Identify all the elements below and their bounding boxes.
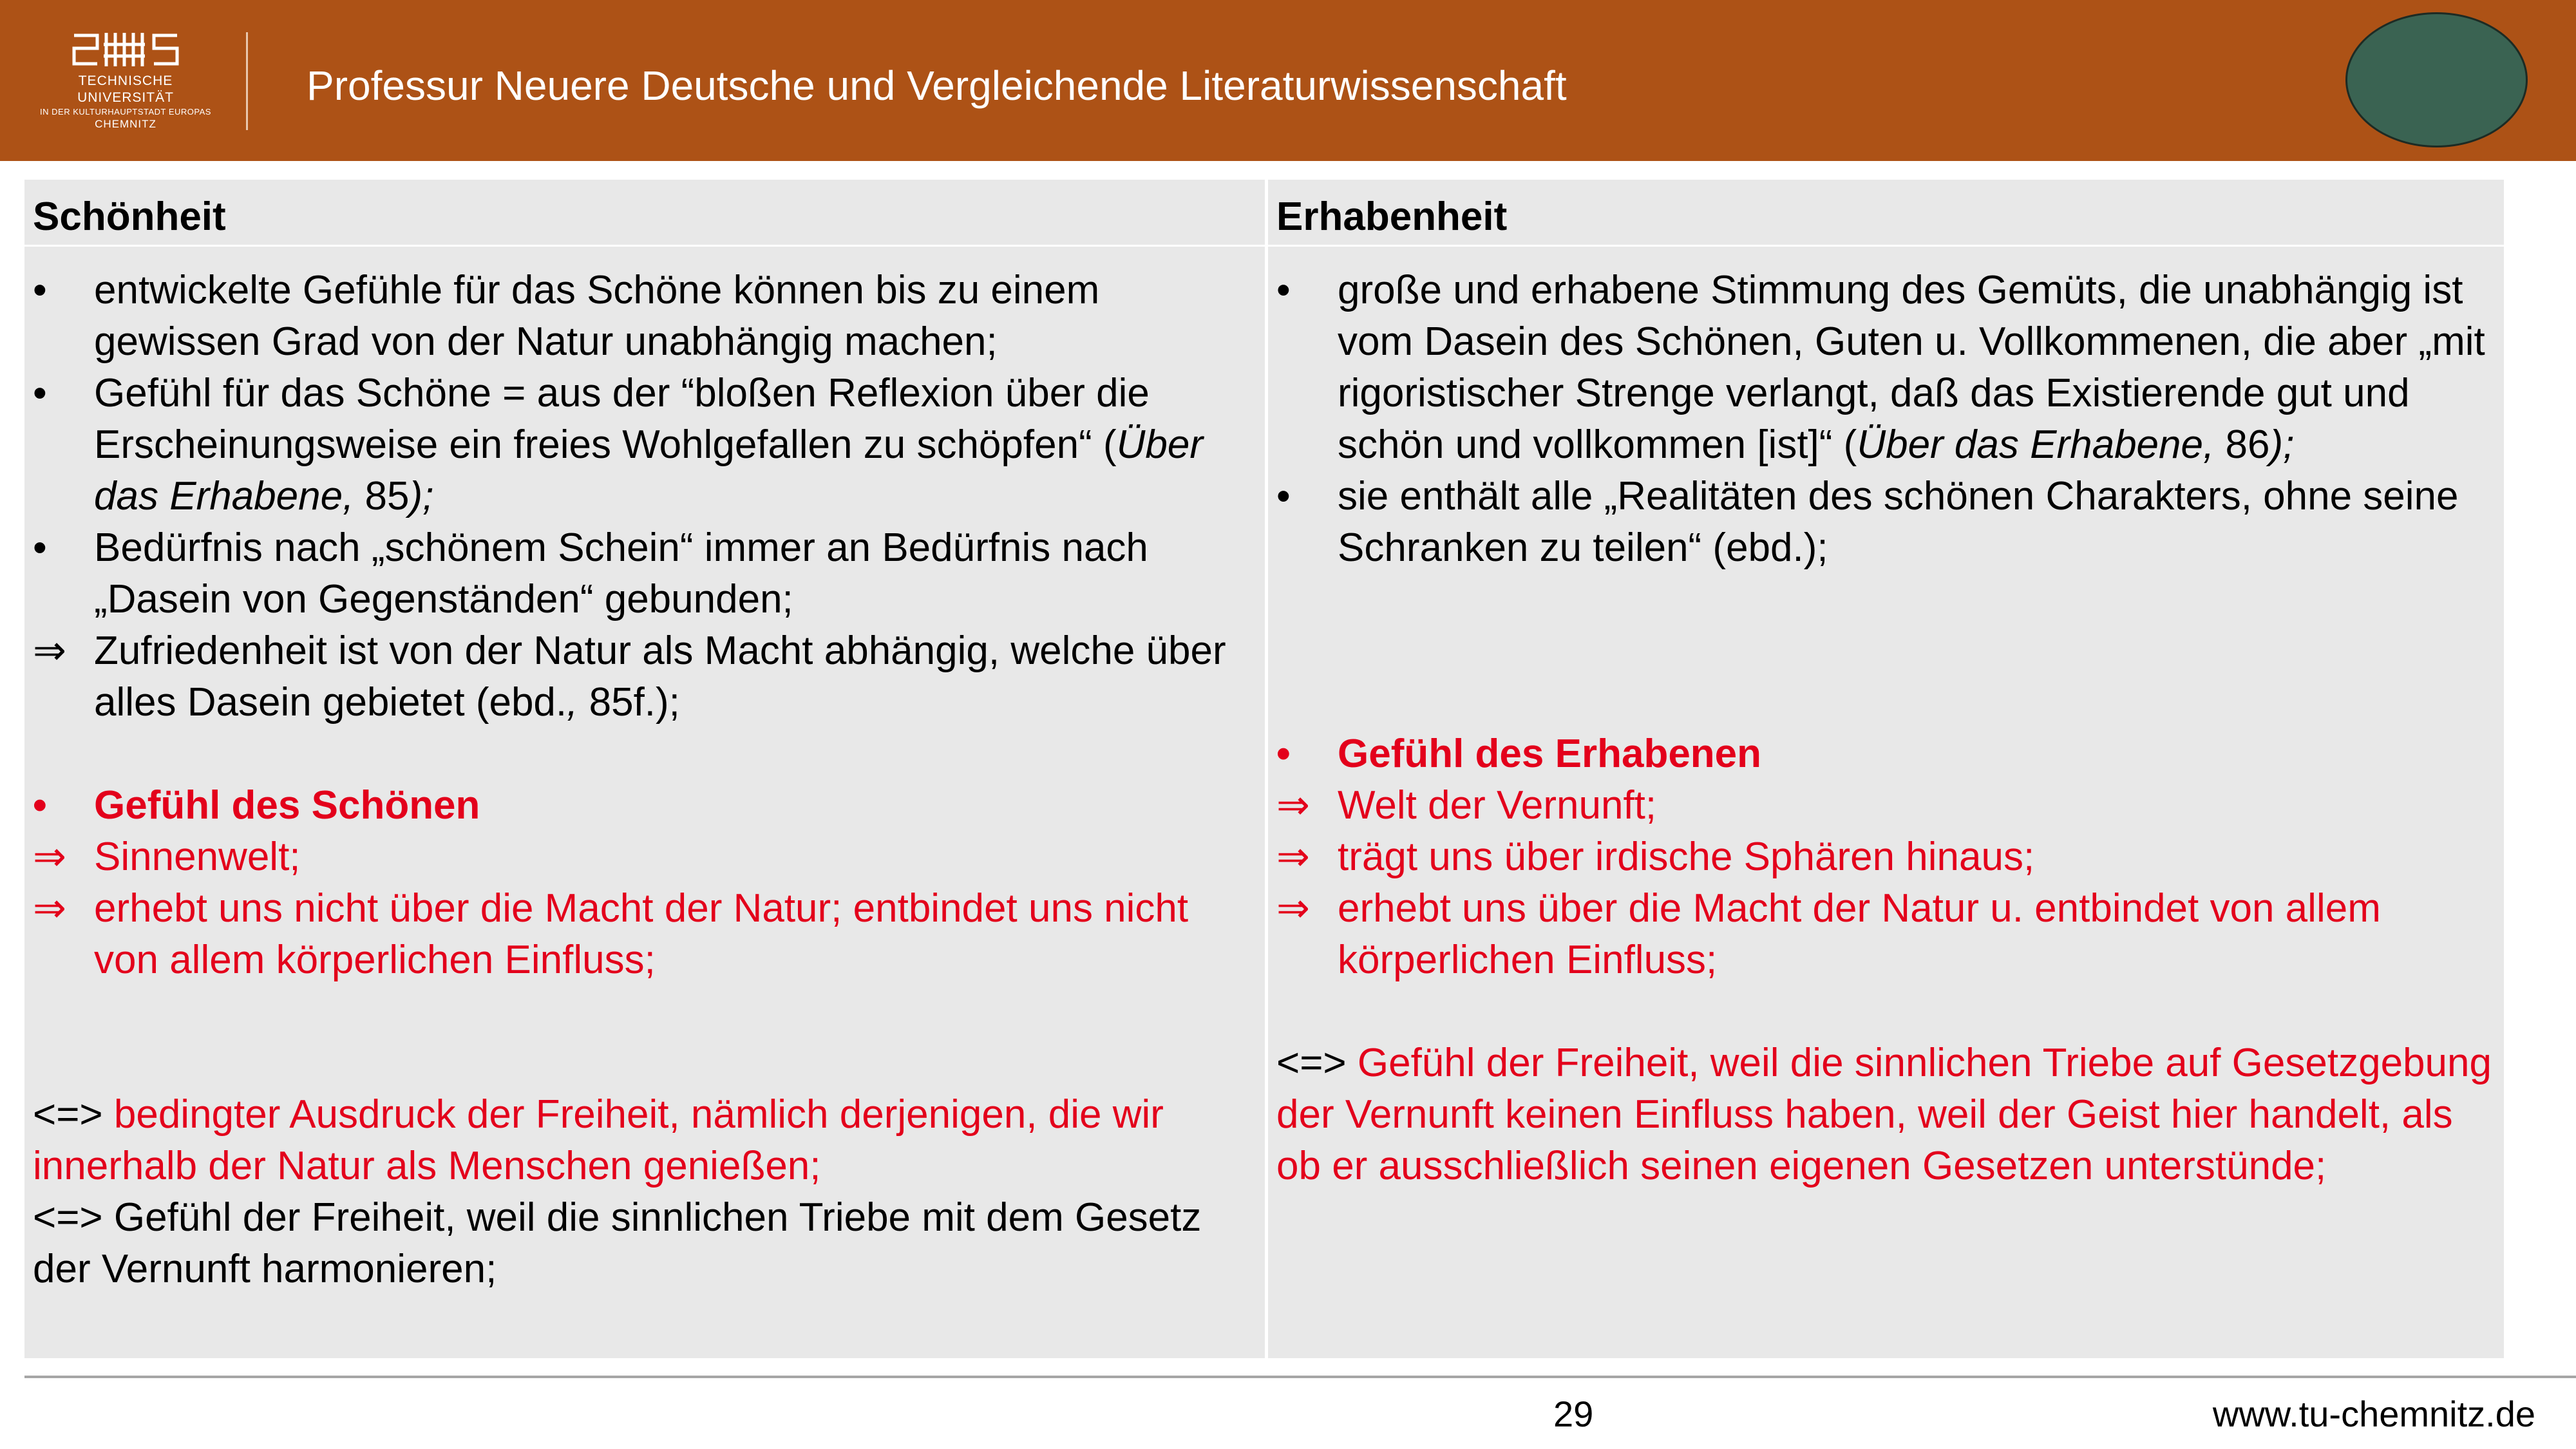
header-cell-erhabenheit (1268, 180, 2504, 247)
column-header-erhabenheit: Erhabenheit (1276, 194, 1508, 239)
implies-arrow-icon: ⇒ (33, 886, 66, 931)
comparison-table (24, 180, 2504, 1358)
list-item (1276, 883, 2496, 986)
list-item-text: Gefühl des Schönen (94, 783, 480, 828)
page-number: 29 (1553, 1394, 1594, 1434)
tu-chemnitz-logo (35, 29, 216, 138)
body-cell-schoenheit (24, 247, 1268, 1358)
list-item-text: Zufriedenheit ist von der Natur als Macht abhängig, welche über alles Dasein gebietet (ebd., 85f.); (94, 629, 1226, 724)
column-header-schoenheit: Schönheit (33, 194, 226, 239)
list-item-text: Bedürfnis nach „schönem Schein“ immer an Bedürfnis nach „Dasein von Gegenständen“ gebunden; (94, 526, 1148, 621)
implies-arrow-icon: ⇒ (33, 835, 66, 879)
footer-url: www.tu-chemnitz.de (2212, 1394, 2535, 1434)
list-item-text: entwickelte Gefühle für das Schöne können bis zu einem gewissen Grad von der Natur unabhängig machen; (94, 268, 1100, 364)
equivalence-paragraph: <=> bedingter Ausdruck der Freiheit, nämlich derjenigen, die wir innerhalb der Natur als Menschen genießen; (33, 1092, 1164, 1188)
bullet-marker: • (1276, 474, 1291, 518)
list-item-text: Gefühl für das Schöne = aus der “bloßen Reflexion über die Erscheinungsweise ein freies Wohlgefallen zu schöpfen“ (Über das Erhabene, 85); (94, 371, 1203, 518)
list-item (33, 265, 1257, 368)
implies-arrow-icon: ⇒ (33, 629, 66, 673)
list-item-text: Sinnenwelt; (94, 835, 301, 879)
list-item (1276, 780, 2496, 831)
list-item (33, 831, 1257, 883)
header-circle-shape (2345, 12, 2528, 147)
list-item (33, 780, 1257, 831)
equivalence-paragraph: <=> Gefühl der Freiheit, weil die sinnlichen Triebe auf Gesetzgebung der Vernunft keinen Einfluss haben, weil der Geist hier handelt, als ob er ausschließlich seinen eigenen Gesetzen unterstünde; (1276, 1041, 2492, 1188)
logo-line-1: TECHNISCHE UNIVERSITÄT (77, 73, 174, 105)
list-item (33, 883, 1257, 986)
list-item (1276, 728, 2496, 780)
list-item-text: sie enthält alle „Realitäten des schönen Charakters, ohne seine Schranken zu teilen“ (ebd.); (1338, 474, 2459, 570)
bullet-marker: • (1276, 268, 1291, 312)
body-cell-erhabenheit (1268, 247, 2504, 1358)
logo-mark-icon (68, 29, 184, 70)
bullet-marker: • (33, 371, 47, 415)
header-cell-schoenheit (24, 180, 1268, 247)
list-item (33, 625, 1257, 728)
list-item-text: Gefühl des Erhabenen (1338, 732, 1762, 776)
bullet-marker: • (33, 526, 47, 570)
implies-arrow-icon: ⇒ (1276, 835, 1310, 879)
implies-arrow-icon: ⇒ (1276, 886, 1310, 931)
bullet-marker: • (33, 783, 47, 828)
list-item (33, 368, 1257, 522)
logo-line-2: IN DER KULTURHAUPTSTADT EUROPAS (40, 107, 211, 117)
implies-arrow-icon: ⇒ (1276, 783, 1310, 828)
list-item (1276, 471, 2496, 574)
list-item (33, 522, 1257, 625)
header-title: Professur Neuere Deutsche und Vergleichende Literaturwissenschaft (307, 62, 1567, 109)
list-item (1276, 265, 2496, 471)
equivalence-paragraph: <=> Gefühl der Freiheit, weil die sinnlichen Triebe mit dem Gesetz der Vernunft harmonieren; (33, 1195, 1202, 1291)
header-divider (246, 32, 248, 130)
logo-line-3: CHEMNITZ (95, 118, 156, 130)
list-item-text: erhebt uns über die Macht der Natur u. entbindet von allem körperlichen Einfluss; (1338, 886, 2381, 982)
list-item-text: erhebt uns nicht über die Macht der Natur; entbindet uns nicht von allem körperlichen Einfluss; (94, 886, 1189, 982)
bullet-marker: • (1276, 732, 1291, 776)
footer-divider (24, 1376, 2576, 1378)
list-item-text: trägt uns über irdische Sphären hinaus; (1338, 835, 2035, 879)
list-item (1276, 831, 2496, 883)
header-bar (0, 0, 2576, 161)
bullet-marker: • (33, 268, 47, 312)
list-item-text: große und erhabene Stimmung des Gemüts, die unabhängig ist vom Dasein des Schönen, Guten u. Vollkommenen, die aber „mit rigoristischer Strenge verlangt, daß das Existierende gut und schön und vollkommen [ist]“ (Über das Erhabene, 86); (1338, 268, 2485, 467)
list-item-text: Welt der Vernunft; (1338, 783, 1657, 828)
